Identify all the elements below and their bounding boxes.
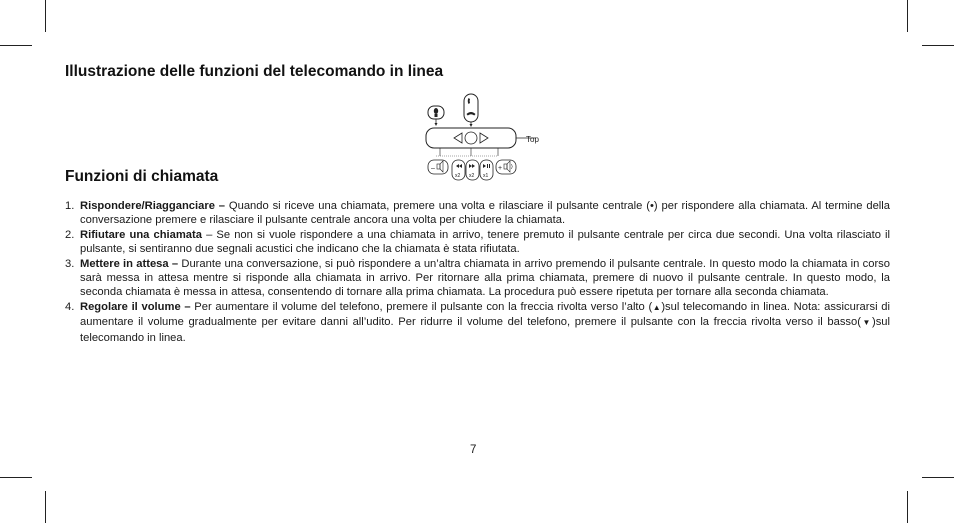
crop-mark [45,491,46,523]
top-label: Top [526,135,539,144]
vol-up-arrow-icon [480,133,488,143]
center-button-icon [465,132,477,144]
up-arrow-symbol: ▲ [652,302,662,312]
list-item: 1. Rispondere/Riagganciare – Quando si riceve una chiamata, premere una volta e rilasciare il pulsante centrale (•) per rispondere alla chiamata. Al termine della conversazione premere e rilasciare il pulsante centrale ancora una volta per chiudere la chiamata. [65,200,890,227]
section-heading: Funzioni di chiamata [65,168,219,185]
item-number: 1. [65,200,75,212]
crop-mark [0,477,32,478]
svg-text:–: – [431,165,435,172]
previous-track-icon [452,160,465,180]
center-button-symbol: • [649,200,654,212]
item-term: Rifiutare una chiamata [80,228,202,241]
vol-down-arrow-icon [454,133,462,143]
next-track-icon [466,160,479,180]
play-pause-icon [480,160,493,180]
item-term: Mettere in attesa – [80,257,179,270]
volume-up-icon [496,160,516,174]
page-number: 7 [470,444,477,456]
crop-mark [907,491,908,523]
list-item: 4. Regolare il volume – Per aumentare il volume del telefono, premere il pulsante con la freccia rivolta verso l’alto (▲)sul telecomando in linea. Nota: assicurarsi di aumentare il volume gradualmente per evitare danni all’udito. Per ridurre il volume del telefono, premere il pulsante con la freccia rivolta verso il basso(▼)sul telecomando in linea. [65,300,890,344]
list-item: 2. Rifiutare una chiamata – Se non si vuole rispondere a una chiamata in arrivo, tenere premuto il pulsante centrale per circa due secondi. Una volta rilasciato il pulsante, si sentiranno due segnali acustici che indicano che la chiamata è stata rifiutata. [65,228,890,256]
remote-body [426,128,516,148]
crop-mark [0,45,32,46]
list-item: 3. Mettere in attesa – Durante una conversazione, si può rispondere a un’altra chiamata in arrivo premendo il pulsante centrale. In questo modo la chiamata in corso sarà messa in attesa mentre si risponde alla chiamata in arrivo. Per ritornare alla prima chiamata, premere di nuovo il pulsante centrale. In questo modo, la seconda chiamata è messa in attesa, consentendo di tornare alla prima chiamata. La procedura può essere ripetuta per tornare alla seconda chiamata. [65,257,890,299]
remote-control-diagram [418,92,542,184]
item-number: 2. [65,228,75,241]
item-number: 4. [65,300,75,313]
svg-text:+: + [498,165,503,172]
down-arrow-symbol: ▼ [860,318,872,328]
microphone-icon [428,106,444,126]
item-number: 3. [65,257,75,270]
phone-icon [464,94,478,127]
crop-mark [907,0,908,32]
volume-down-icon [428,160,448,174]
svg-text:x1: x1 [483,173,489,179]
svg-text:x2: x2 [469,173,475,179]
item-term: Regolare il volume – [80,300,191,313]
crop-mark [45,0,46,32]
page-title: Illustrazione delle funzioni del telecomando in linea [65,63,444,80]
svg-text:x2: x2 [455,173,461,179]
call-functions-list [65,199,890,345]
crop-mark [922,45,954,46]
crop-mark [922,477,954,478]
item-term: Rispondere/Riagganciare – [80,200,226,212]
